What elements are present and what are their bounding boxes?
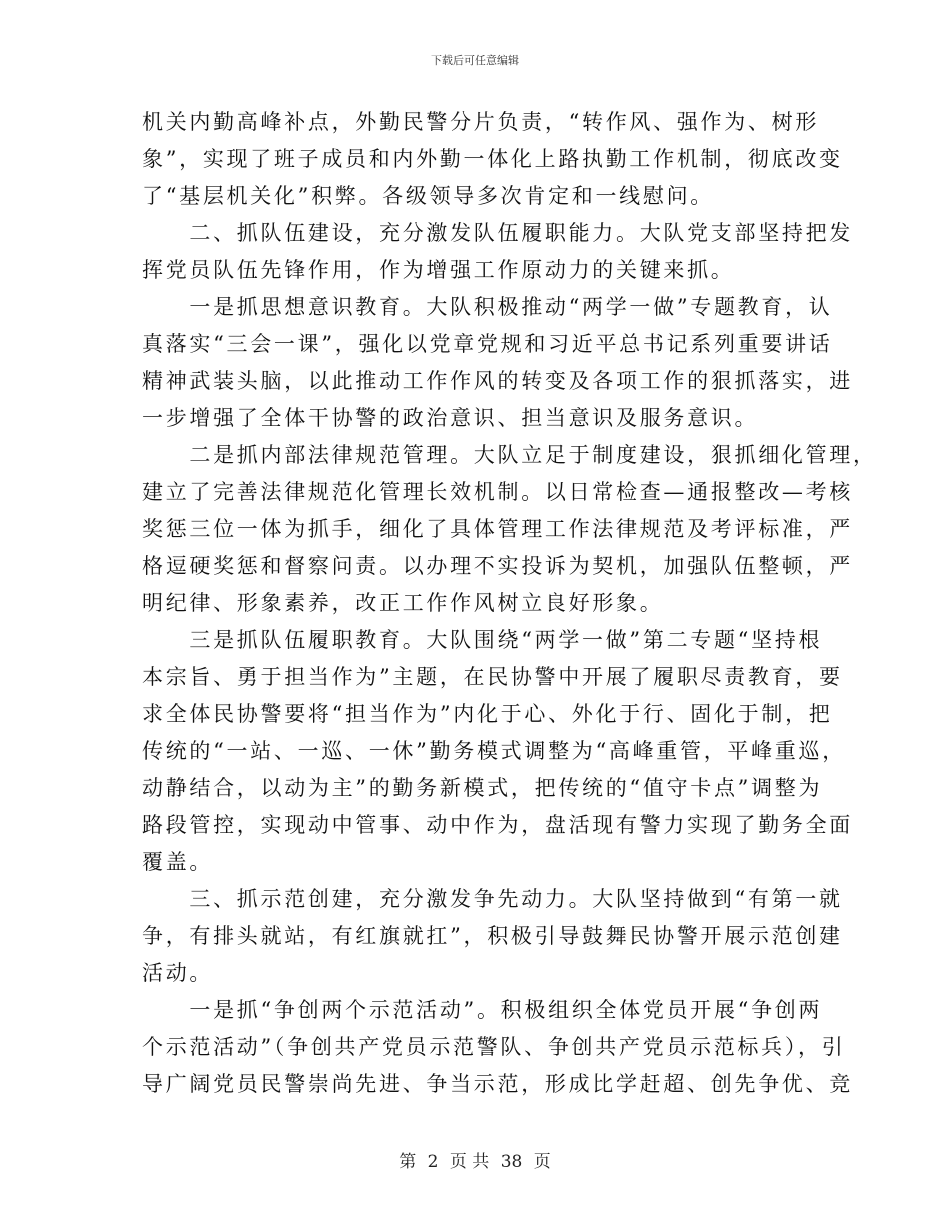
page-footer <box>0 1147 950 1172</box>
body-line: 争，有排头就站，有红旗就扛”，积极引导鼓舞民协警开展示范创建 <box>142 924 843 948</box>
body-line: 动静结合，以动为主”的勤务新模式，把传统的“值守卡点”调整为 <box>142 776 823 800</box>
body-line: 奖惩三位一体为抓手，细化了具体管理工作法律规范及考评标准，严 <box>142 517 853 541</box>
body-line: 建立了完善法律规范化管理长效机制。以日常检查—通报整改—考核 <box>142 480 853 504</box>
page-number: 2 <box>427 1152 439 1172</box>
body-line: 精神武装头脑，以此推动工作作风的转变及各项工作的狠抓落实，进 <box>142 369 853 393</box>
body-line: 传统的“一站、一巡、一休”勤务模式调整为“高峰重管，平峰重巡， <box>142 739 846 763</box>
body-line: 一步增强了全体干协警的政治意识、担当意识及服务意识。 <box>142 406 759 430</box>
body-line: 一是抓思想意识教育。大队积极推动“两学一做”专题教育，认 <box>142 295 833 319</box>
body-line: 导广阔党员民警崇尚先进、争当示范，形成比学赶超、创先争优、竞 <box>142 1072 853 1096</box>
body-line: 本宗旨、勇于担当作为”主题，在民协警中开展了履职尽责教育，要 <box>142 665 843 689</box>
body-line: 机关内勤高峰补点，外勤民警分片负责，“转作风、强作为、树形 <box>142 110 820 134</box>
body-line: 三、抓示范创建，充分激发争先动力。大队坚持做到“有第一就 <box>142 887 843 911</box>
body-line: 三是抓队伍履职教育。大队围绕“两学一做”第二专题“坚持根 <box>142 628 823 652</box>
body-line: 求全体民协警要将“担当作为”内化于心、外化于行、固化于制，把 <box>142 702 833 726</box>
body-line: 活动。 <box>142 961 214 985</box>
body-line: 二是抓内部法律规范管理。大队立足于制度建设，狠抓细化管理， <box>142 443 877 467</box>
body-line: 覆盖。 <box>142 850 214 874</box>
page-prefix: 第 <box>399 1152 417 1172</box>
body-line: 明纪律、形象素养，改正工作作风树立良好形象。 <box>142 591 664 615</box>
body-line: 二、抓队伍建设，充分激发队伍履职能力。大队党支部坚持把发 <box>142 221 853 245</box>
body-line: 个示范活动”（争创共产党员示范警队、争创共产党员示范标兵），引 <box>142 1035 846 1059</box>
body-line: 格逗硬奖惩和督察问责。以办理不实投诉为契机，加强队伍整顿，严 <box>142 554 853 578</box>
page-suffix: 页 <box>533 1152 551 1172</box>
body-line: 真落实“三会一课”，强化以党章党规和习近平总书记系列重要讲话 <box>142 332 833 356</box>
body-line: 挥党员队伍先锋作用，作为增强工作原动力的关键来抓。 <box>142 258 735 282</box>
page-mid-text: 页 共 <box>449 1152 490 1172</box>
body-line: 了“基层机关化”积弊。各级领导多次肯定和一线慰问。 <box>142 184 714 208</box>
total-pages: 38 <box>500 1152 523 1172</box>
page-header: 下载后可任意编辑 <box>431 54 519 67</box>
body-line: 一是抓“争创两个示范活动”。积极组织全体党员开展“争创两 <box>142 998 823 1022</box>
body-line: 象”，实现了班子成员和内外勤一体化上路执勤工作机制，彻底改变 <box>142 147 843 171</box>
body-line: 路段管控，实现动中管事、动中作为，盘活现有警力实现了勤务全面 <box>142 813 853 837</box>
